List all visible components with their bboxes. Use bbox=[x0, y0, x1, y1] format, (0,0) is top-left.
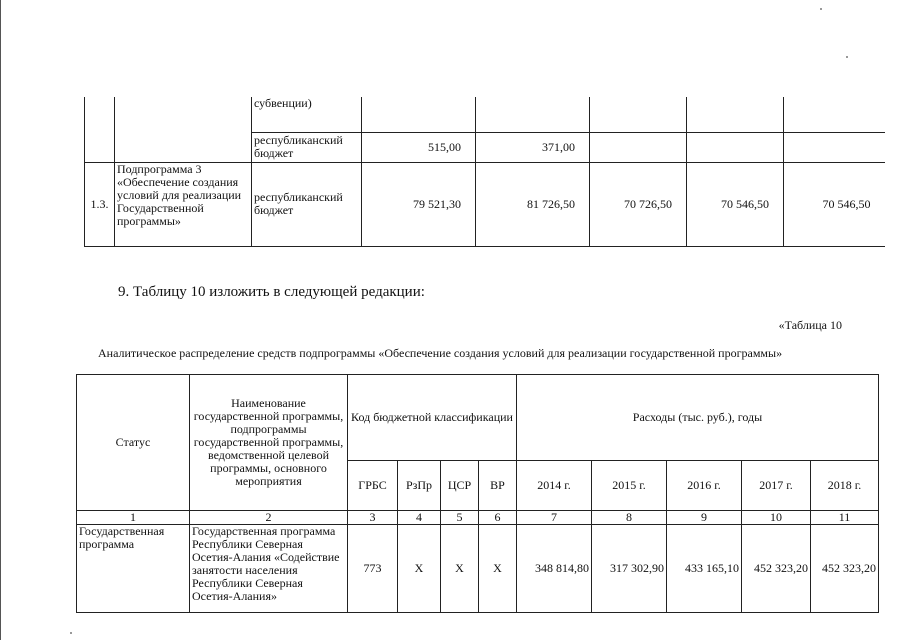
amount-cell: 317 302,90 bbox=[592, 525, 667, 613]
table-row bbox=[77, 525, 879, 613]
scan-speck bbox=[820, 8, 822, 10]
amount-cell bbox=[476, 97, 590, 132]
table-row bbox=[85, 97, 885, 132]
amount-cell: 70 546,50 bbox=[784, 162, 885, 246]
header-row bbox=[77, 375, 879, 461]
column-number: 11 bbox=[811, 511, 879, 525]
column-number: 10 bbox=[742, 511, 811, 525]
row-number-cell: 1.3. bbox=[85, 162, 115, 246]
page-edge-line bbox=[0, 0, 1, 640]
program-name-cell: Государственная программа Республики Северная Осетия-Алания «Содействие занятости населения Республики Северная Осетия-Алания» bbox=[190, 525, 348, 613]
amendment-paragraph: 9. Таблицу 10 изложить в следующей редакции: bbox=[118, 284, 425, 300]
header-year: 2015 г. bbox=[592, 461, 667, 511]
header-year: 2014 г. bbox=[517, 461, 592, 511]
amount-cell: 452 323,20 bbox=[742, 525, 811, 613]
table-caption: «Таблица 10 bbox=[778, 318, 842, 332]
header-expenses: Расходы (тыс. руб.), годы bbox=[517, 375, 879, 461]
table-heading: Аналитическое распределение средств подпрограммы «Обеспечение создания условий для реализации государственной программы» bbox=[98, 346, 783, 360]
amount-cell: 452 323,20 bbox=[811, 525, 879, 613]
amount-cell: 79 521,30 bbox=[362, 162, 476, 246]
header-year: 2017 г. bbox=[742, 461, 811, 511]
header-year: 2016 г. bbox=[667, 461, 742, 511]
grbs-cell: 773 bbox=[348, 525, 398, 613]
column-number: 7 bbox=[517, 511, 592, 525]
column-number: 1 bbox=[77, 511, 190, 525]
column-number: 2 bbox=[190, 511, 348, 525]
amount-cell bbox=[784, 132, 885, 162]
amount-cell bbox=[590, 97, 687, 132]
row-name-cell bbox=[115, 97, 252, 162]
funding-source-cell: субвенции) bbox=[252, 97, 362, 132]
column-number-row bbox=[77, 511, 879, 525]
amount-cell: 433 165,10 bbox=[667, 525, 742, 613]
column-number: 6 bbox=[479, 511, 517, 525]
funding-source-cell: республиканский бюджет bbox=[252, 132, 362, 162]
funding-source-cell: республиканский бюджет bbox=[252, 162, 362, 246]
status-cell: Государственная программа bbox=[77, 525, 190, 613]
amount-cell bbox=[590, 132, 687, 162]
vr-cell: Х bbox=[479, 525, 517, 613]
row-number-cell bbox=[85, 97, 115, 162]
amount-cell: 81 726,50 bbox=[476, 162, 590, 246]
scan-speck bbox=[846, 56, 848, 58]
amount-cell: 515,00 bbox=[362, 132, 476, 162]
amount-cell: 70 546,50 bbox=[687, 162, 784, 246]
top-budget-table bbox=[84, 97, 885, 247]
header-vr: ВР bbox=[479, 461, 517, 511]
amount-cell: 348 814,80 bbox=[517, 525, 592, 613]
column-number: 4 bbox=[398, 511, 441, 525]
header-budget-code: Код бюджетной классификации bbox=[348, 375, 517, 461]
amount-cell: 371,00 bbox=[476, 132, 590, 162]
scan-speck bbox=[70, 632, 72, 634]
amount-cell bbox=[687, 97, 784, 132]
amount-cell bbox=[362, 97, 476, 132]
amount-cell bbox=[784, 97, 885, 132]
rzpr-cell: Х bbox=[398, 525, 441, 613]
row-name-cell: Подпрограмма 3 «Обеспечение создания условий для реализации Государственной программы» bbox=[115, 162, 252, 246]
amount-cell: 70 726,50 bbox=[590, 162, 687, 246]
csr-cell: Х bbox=[441, 525, 479, 613]
header-grbs: ГРБС bbox=[348, 461, 398, 511]
header-status: Статус bbox=[77, 375, 190, 511]
column-number: 9 bbox=[667, 511, 742, 525]
column-number: 3 bbox=[348, 511, 398, 525]
header-name: Наименование государственной программы, подпрограммы государственной программы, ведомственной целевой программы, основного мероприятия bbox=[190, 375, 348, 511]
header-year: 2018 г. bbox=[811, 461, 879, 511]
column-number: 5 bbox=[441, 511, 479, 525]
header-rzpr: РзПр bbox=[398, 461, 441, 511]
analytic-distribution-table bbox=[76, 374, 879, 613]
table-row bbox=[85, 162, 885, 246]
column-number: 8 bbox=[592, 511, 667, 525]
header-csr: ЦСР bbox=[441, 461, 479, 511]
amount-cell bbox=[687, 132, 784, 162]
